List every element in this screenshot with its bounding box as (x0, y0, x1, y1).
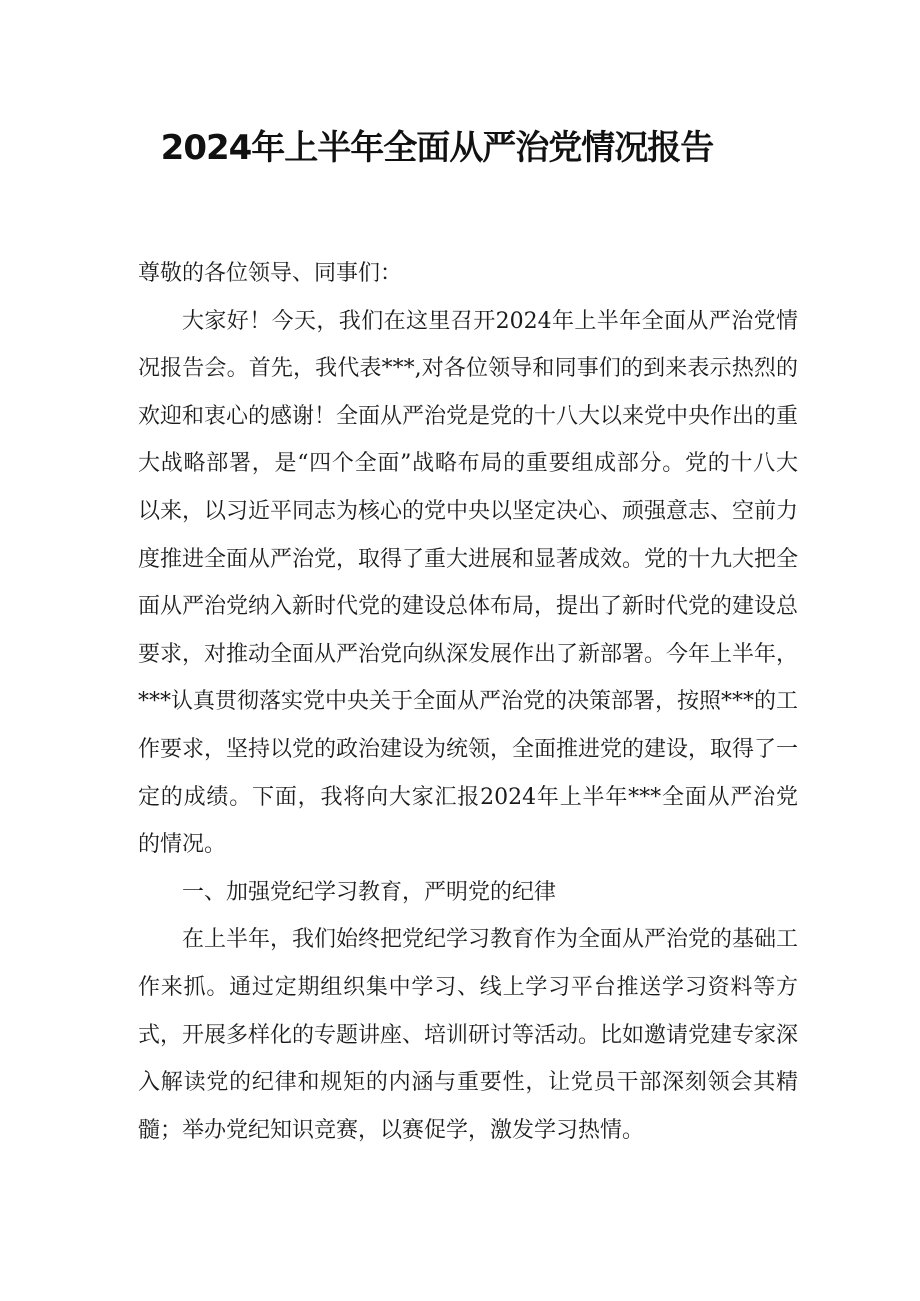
document-title: 2024年上半年全面从严治党情况报告 (160, 128, 714, 168)
section-heading-1: 一、加强党纪学习教育，严明党的纪律 (182, 879, 557, 905)
opening-paragraph: 大家好！今天，我们在这里召开2024年上半年全面从严治党情况报告会。首先，我代表***,对各位领导和同事们的到来表示热烈的欢迎和衷心的感谢！全面从严治党是党的十八大以来党中央作出的重大战略部署，是“四个全面”战略布局的重要组成部分。党的十八大以来，以习近平同志为核心的党中央以坚定决心、顽强意志、空前力度推进全面从严治党，取得了重大进展和显著成效。党的十九大把全面从严治党纳入新时代党的建设总体布局，提出了新时代党的建设总要求，对推动全面从严治党向纵深发展作出了新部署。今年上半年，***认真贯彻落实党中央关于全面从严治党的决策部署，按照***的工作要求，坚持以党的政治建设为统领，全面推进党的建设，取得了一定的成绩。下面，我将向大家汇报2024年上半年***全面从严治党的情况。 (138, 308, 799, 858)
section-paragraph-1: 在上半年，我们始终把党纪学习教育作为全面从严治党的基础工作来抓。通过定期组织集中学习、线上学习平台推送学习资料等方式，开展多样化的专题讲座、培训研讨等活动。比如邀请党建专家深入解读党的纪律和规矩的内涵与重要性，让党员干部深刻领会其精髓；举办党纪知识竞赛，以赛促学，激发学习热情。 (138, 927, 799, 1143)
document-body (138, 250, 798, 1154)
greeting-line: 尊敬的各位领导、同事们： (138, 261, 403, 286)
